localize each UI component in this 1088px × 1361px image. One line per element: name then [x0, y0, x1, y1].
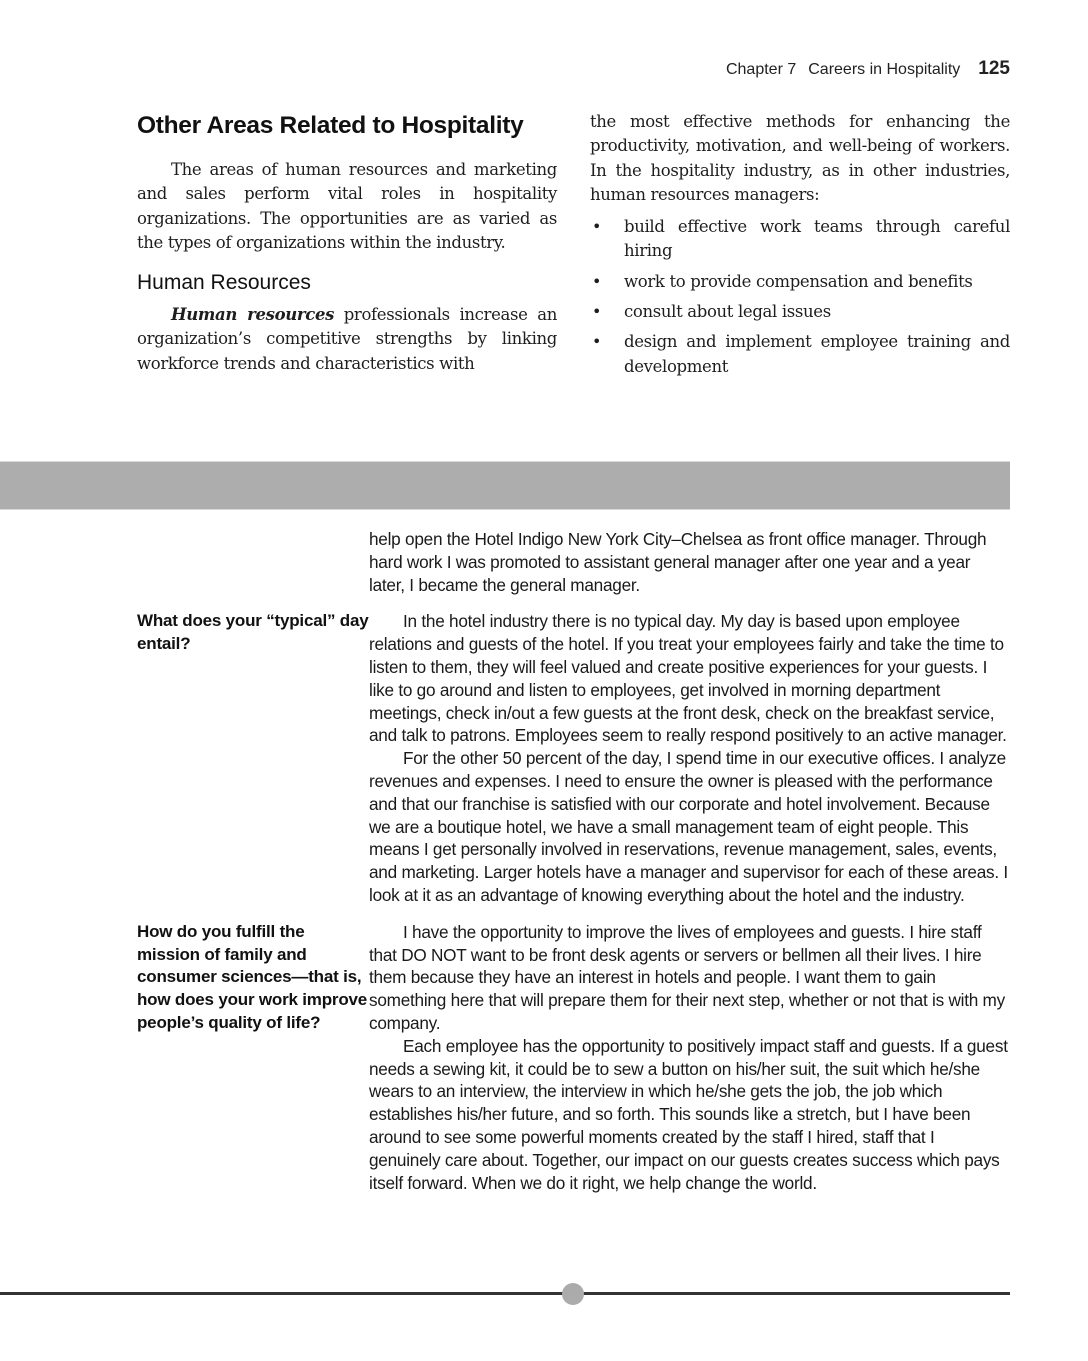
continuation-paragraph: the most effective methods for enhancing the productivity, motivation, and well-being of workers. In the hospitality industry, as in other industries, human resources managers:: [590, 112, 1010, 204]
answer-paragraph: I have the opportunity to improve the lives of employees and guests. I hire staff that DO NOT want to be front desk agents or servers or bellmen all their lives. I hire them because they have an interest in hotels and people. I want them to gain something here that will prepare them for their next step, whether or not that is with my company.: [369, 921, 1005, 1033]
list-item: • design and implement employee training and development: [592, 332, 1010, 376]
footer-rule: [0, 1292, 1010, 1295]
left-column: [137, 110, 557, 376]
hr-paragraph-text: professionals increase an organization’s competitive strengths by linking workforce trends and characteristics with: [137, 305, 557, 373]
bullet-icon: •: [592, 302, 602, 322]
answer-paragraph: In the hotel industry there is no typical day. My day is based upon employee relations and guests of the hotel. If you treat your employees fairly and take the time to listen to them, they will feel valued and create positive experiences for your guests. I like to go around and listen to employees, get involved in morning department meetings, check in/out a few guests at the front desk, check on the breakfast service, and talk to patrons. Employees seem to really respond positively to an active manager.: [369, 611, 1007, 746]
running-head: [726, 58, 1010, 80]
bullet-icon: •: [592, 217, 602, 237]
answer-paragraph: help open the Hotel Indigo New York City–Chelsea as front office manager. Through hard work I was promoted to assistant general manager after one year and a year later, I became the general manager.: [369, 529, 987, 595]
question-spacer: [137, 528, 369, 596]
list-item: • build effective work teams through careful hiring: [592, 217, 1010, 261]
chapter-label: Chapter 7: [725, 61, 797, 78]
interview-lead-in: [137, 528, 1010, 596]
hr-paragraph: [137, 303, 557, 376]
interview-question: How do you fulfill the mission of family and consumer sciences—that is, how does your work improve people’s quality of life?: [137, 921, 368, 1032]
answer-paragraph: For the other 50 percent of the day, I spend time in our executive offices. I analyze revenues and expenses. I need to ensure the owner is pleased with the performance and that our franchise is satisfied with our corporate and hotel involvement. Because we are a boutique hotel, we have a small management team of eight people. This means I get personally involved in reservations, revenue management, sales, events, and marketing. Larger hotels have a manager and supervisor for each of these areas. I look at it as an advantage of knowing everything about the hotel and the industry.: [369, 748, 1008, 905]
footer-dot-icon: [562, 1283, 584, 1305]
list-item: • work to provide compensation and benefits: [590, 270, 1010, 294]
interview-feature: [137, 528, 1010, 1208]
subsection-heading: Human Resources: [137, 271, 311, 295]
answer-paragraph: Each employee has the opportunity to positively impact staff and guests. If a guest needs a sewing kit, it could be to sew a button on his/her suit, the suit which he/she wears to an interview, the interview in which he/she gets the job, the job which establishes his/her future, and so forth. This sounds like a stretch, but I have been around to see some powerful moments created by the staff I hired, staff that I genuinely care about. Together, our impact on our guests creates success which pays itself forward. When we do it right, we help change the world.: [369, 1035, 1008, 1193]
answer: [369, 610, 1010, 906]
hr-duties-list: [590, 215, 1010, 379]
key-term: Human resources: [171, 305, 335, 325]
answer: [369, 921, 1010, 1195]
interview-qa: [137, 921, 1010, 1195]
feature-header-band: [0, 461, 1010, 510]
interview-qa: [137, 610, 1010, 906]
section-heading: Other Areas Related to Hospitality: [137, 112, 524, 139]
intro-paragraph: The areas of human resources and marketing and sales perform vital roles in hospitality organizations. The opportunities are as varied as the types of organizations within the industry.: [137, 160, 557, 252]
bullet-icon: •: [592, 271, 602, 291]
page-number: 125: [978, 58, 1010, 79]
interview-question: What does your “typical” day entail?: [137, 611, 369, 654]
answer: [369, 528, 1010, 596]
chapter-title: Careers in Hospitality: [808, 61, 961, 78]
list-item: • consult about legal issues: [590, 300, 1010, 324]
bullet-icon: •: [592, 332, 602, 352]
right-column: [590, 110, 1010, 385]
